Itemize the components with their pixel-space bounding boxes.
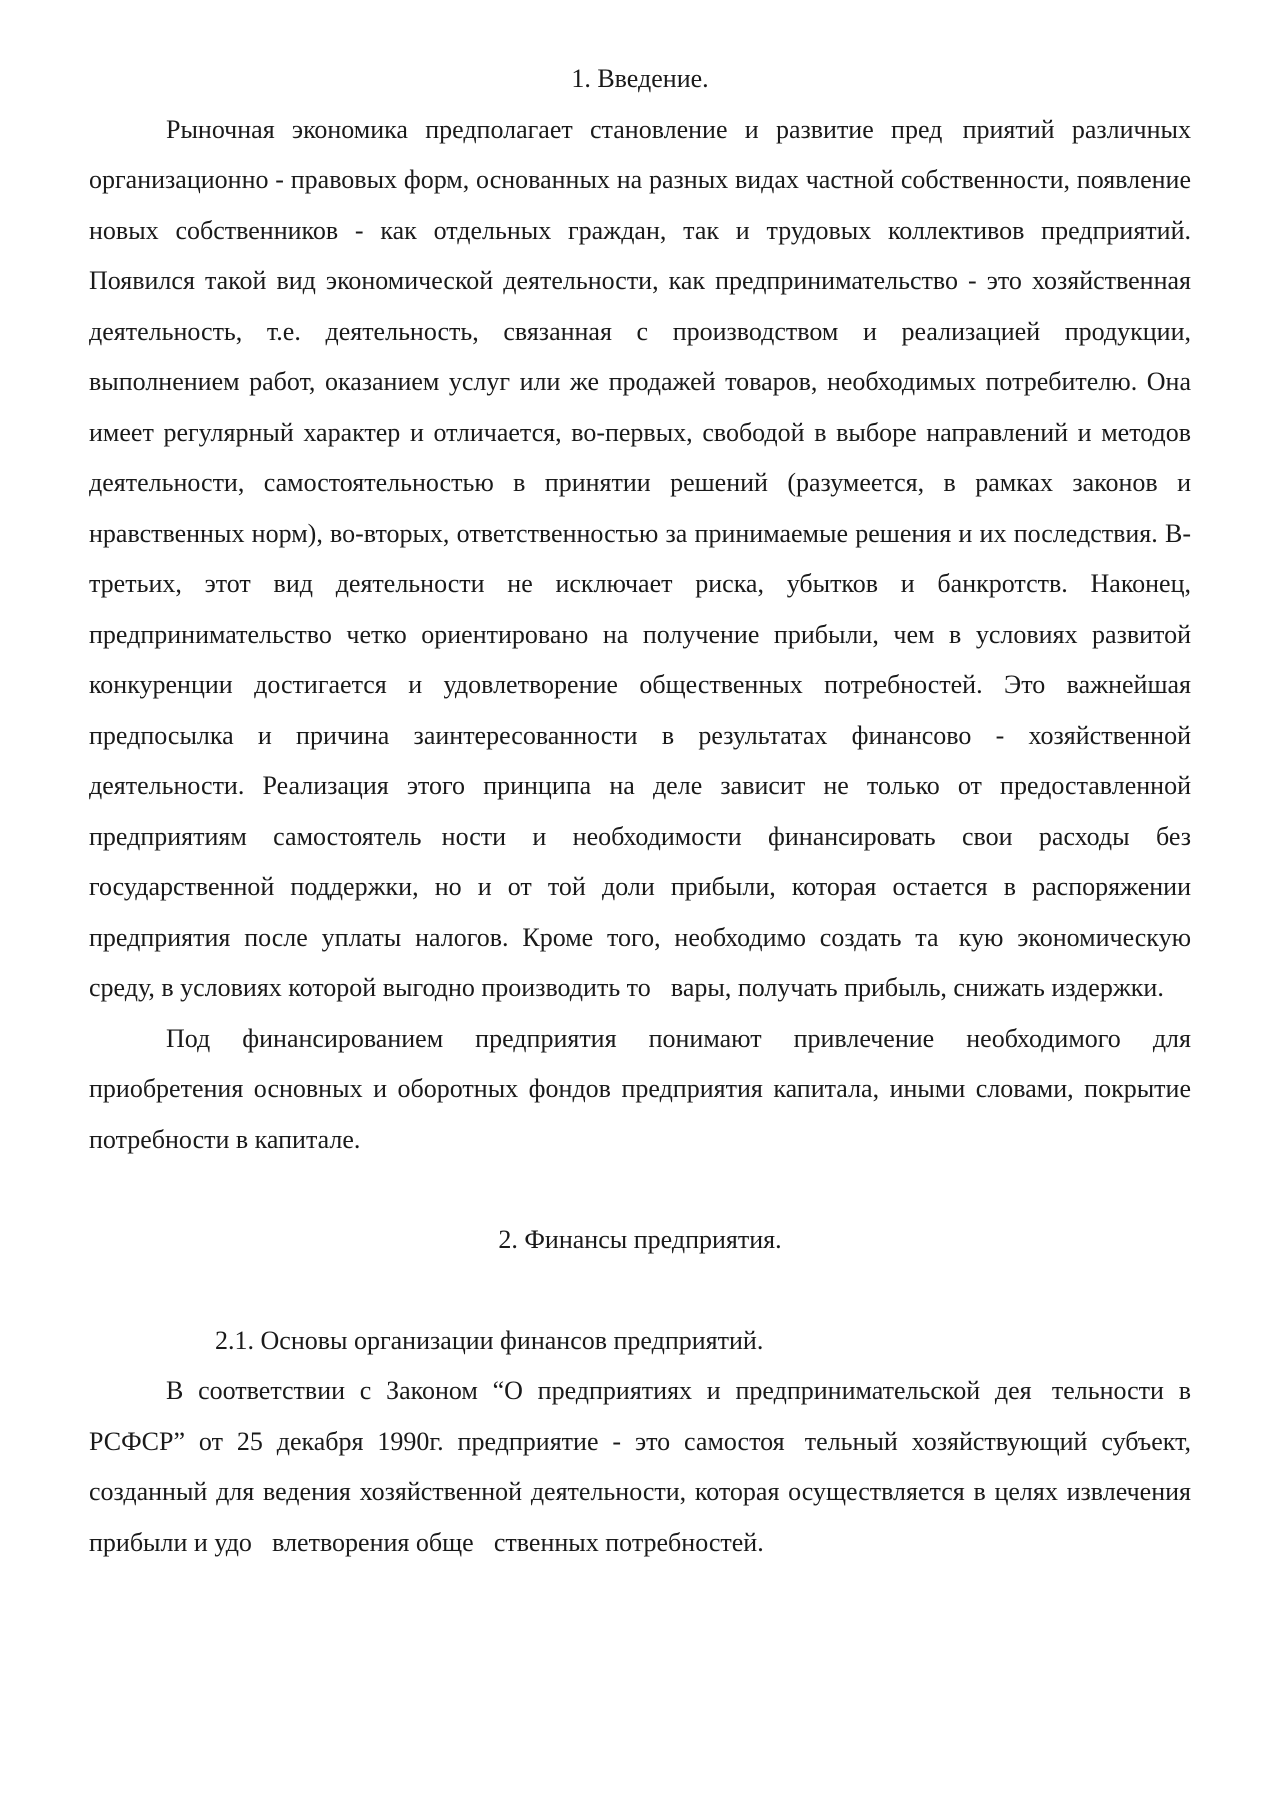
paragraph-financing-definition: Под финансированием предприятия понимают привлечение необходимого для приобретения основных и оборотных фондов предприятия капитала, иными словами, покрытие потребности в капитале.: [89, 1023, 1191, 1154]
spacer: [89, 1266, 1191, 1316]
heading-introduction: 1. Введение.: [571, 64, 709, 93]
heading-enterprise-finance: 2. Финансы предприятия.: [498, 1225, 782, 1254]
document-page: [89, 54, 1191, 1568]
paragraph-market-economy: Рыночная экономика предполагает становление и развитие пред􏰀приятий различных организационно - правовых форм, основанных на разных видах частной собственности, появление новых собственников - как отдельных граждан, так и трудовых коллективов предприятий. Появился такой вид экономической деятельности, как предпринимательство - это хозяйственная деятельность, т.е. деятельность, связанная с производством и реализацией продукции, выполнением работ, оказанием услуг или же продажей товаров, необходимых потребителю. Она имеет регулярный характер и отличается, во-первых, свободой в выборе направлений и методов деятельности, самостоятельностью в принятии решений (разумеется, в рамках законов и нравственных норм), во-вторых, ответственностью за принимаемые решения и их последствия. В-третьих, этот вид деятельности не исключает риска, убытков и банкротств. Наконец, предпринимательство четко ориентировано на получение прибыли, чем в условиях развитой конкуренции достигается и удовлетворение общественных потребностей. Это важнейшая предпосылка и причина заинтересованности в результатах финансово - хозяйственной деятельности. Реализация этого принципа на деле зависит не только от предоставленной предприятиям самостоятель􏰀ности и необходимости финансировать свои расходы без государственной поддержки, но и от той доли прибыли, которая остается в распоряжении предприятия после уплаты налогов. Кроме того, необходимо создать та􏰀кую экономическую среду, в условиях которой выгодно производить то􏰀вары, получать прибыль, снижать издержки.: [89, 114, 1191, 1002]
paragraph-enterprise-law: В соответствии с Законом “О предприятиях и предпринимательской дея􏰀тельности в РСФСР” от 25 декабря 1990г. предприятие - это самостоя􏰀тельный хозяйствующий субъект, созданный для ведения хозяйственной деятельности, которая осуществляется в целях извлечения прибыли и удо􏰀влетворения обще􏰀ственных потребностей.: [89, 1376, 1191, 1557]
subheading-finance-organization: 2.1. Основы организации финансов предприятий.: [215, 1325, 764, 1355]
spacer: [89, 1165, 1191, 1215]
